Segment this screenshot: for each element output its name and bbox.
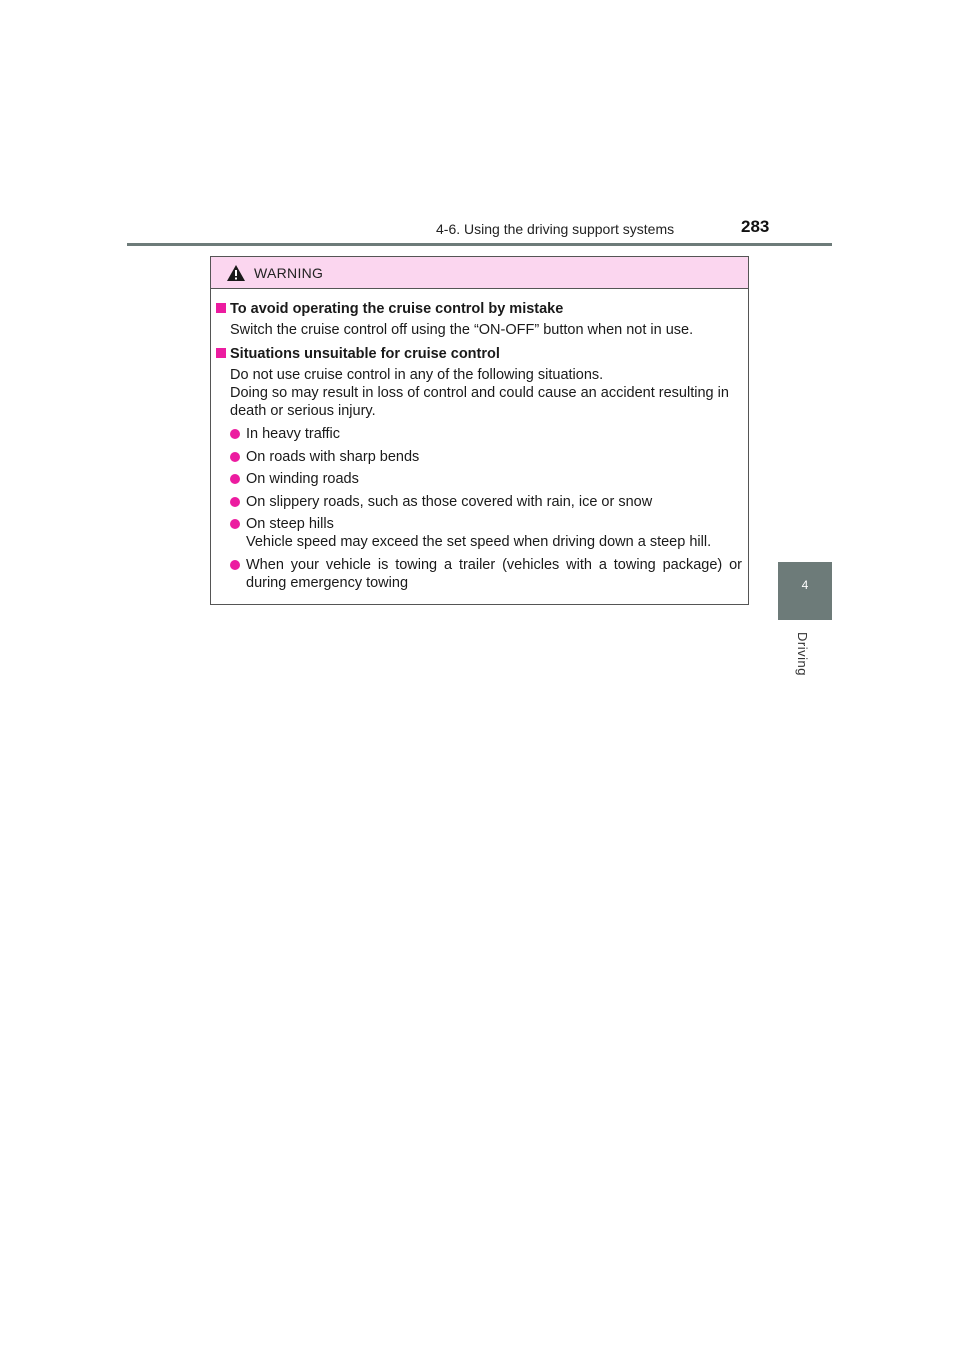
page-number: 283: [741, 217, 770, 236]
situation-list: [216, 425, 742, 592]
warning-header: [211, 257, 748, 289]
list-item: [230, 493, 742, 511]
bullet-dot-icon: [230, 519, 240, 529]
section-heading-text: To avoid operating the cruise control by mistake: [230, 301, 564, 317]
warning-box: [210, 256, 749, 605]
warning-body: [211, 289, 748, 592]
chapter-tab: 4: [778, 562, 832, 620]
list-item: [230, 556, 742, 592]
list-item-text: On steep hills: [246, 516, 334, 532]
warning-triangle-icon: [226, 264, 246, 282]
list-item-text: On slippery roads, such as those covered with rain, ice or snow: [246, 493, 653, 510]
warning-title: WARNING: [254, 264, 324, 281]
list-item-text: On winding roads: [246, 471, 359, 487]
bullet-dot-icon: [230, 429, 240, 439]
section-heading: [216, 345, 742, 363]
list-item: [230, 448, 742, 466]
square-bullet-icon: [216, 303, 226, 313]
section-text-line: Doing so may result in loss of control and could cause an accident resulting in death or serious injury.: [230, 385, 729, 419]
section-text: [216, 366, 742, 420]
warning-section-unsuitable: [216, 345, 742, 592]
header-rule: [127, 243, 832, 246]
bullet-dot-icon: [230, 474, 240, 484]
chapter-label: Driving: [795, 632, 810, 676]
square-bullet-icon: [216, 348, 226, 358]
section-heading-text: Situations unsuitable for cruise control: [230, 346, 500, 362]
list-item-text: In heavy traffic: [246, 426, 341, 442]
header-section-title: 4-6. Using the driving support systems: [436, 221, 675, 237]
list-item-content: [246, 515, 742, 551]
list-item: [230, 470, 742, 488]
section-heading: [216, 300, 742, 318]
section-text-line: Do not use cruise control in any of the following situations.: [230, 367, 604, 383]
list-item-text: On roads with sharp bends: [246, 448, 420, 465]
list-item-note: Vehicle speed may exceed the set speed when driving down a steep hill.: [246, 534, 712, 550]
list-item: [230, 515, 742, 551]
list-item-text: When your vehicle is towing a trailer (vehicles with a towing package) or during emergency towing: [246, 556, 742, 591]
bullet-dot-icon: [230, 560, 240, 570]
list-item: [230, 425, 742, 443]
warning-section-mistake: [216, 300, 742, 339]
section-text: Switch the cruise control off using the “ON-OFF” button when not in use.: [230, 322, 694, 338]
bullet-dot-icon: [230, 497, 240, 507]
bullet-dot-icon: [230, 452, 240, 462]
